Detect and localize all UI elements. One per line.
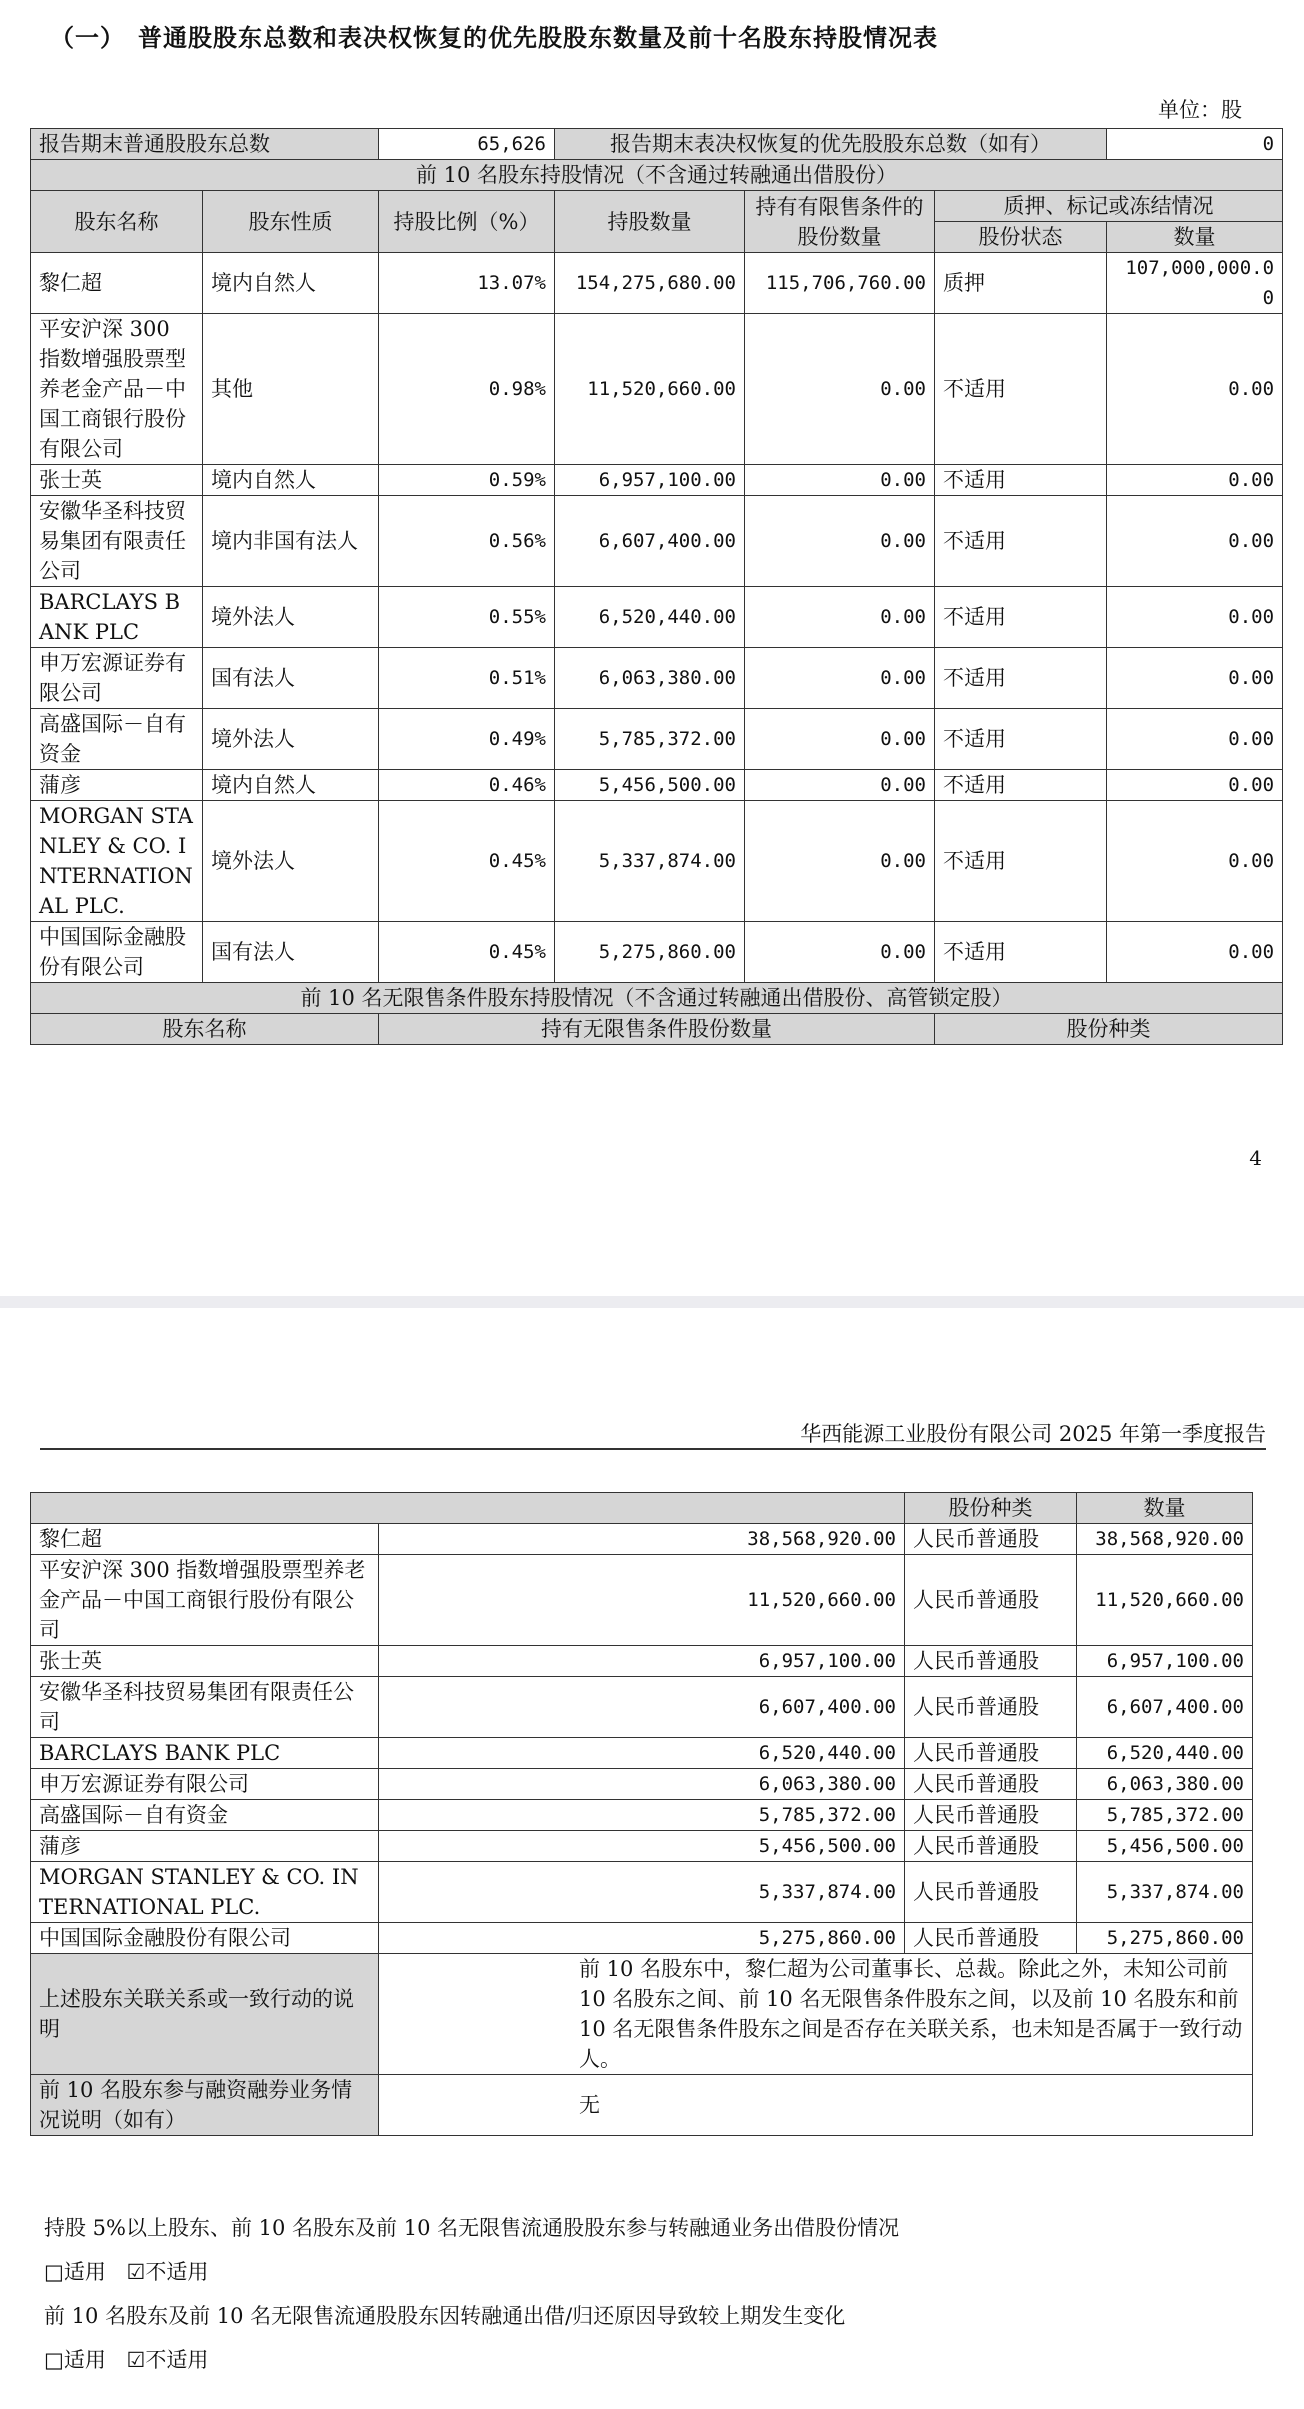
table-row (31, 465, 1283, 496)
cell-quantity: 11,520,660.00 (555, 314, 745, 465)
cell-pledge-qty: 0.00 (1107, 801, 1283, 922)
cell-nature: 境内自然人 (203, 770, 379, 801)
cell-pledge-status: 不适用 (935, 922, 1107, 983)
cell-ratio: 0.49% (379, 709, 555, 770)
cell-nature: 境内自然人 (203, 465, 379, 496)
cell-quantity: 5,785,372.00 (555, 709, 745, 770)
unrestricted-section-title: 前 10 名无限售条件股东持股情况（不含通过转融通出借股份、高管锁定股） (31, 983, 1283, 1014)
cell-restricted: 0.00 (745, 801, 935, 922)
cell-share-kind: 人民币普通股 (905, 1831, 1077, 1862)
cell-share-kind-qty: 5,337,874.00 (1077, 1862, 1253, 1923)
cell-name: 高盛国际－自有资金 (31, 1800, 379, 1831)
cell-name: MORGAN STANLEY & CO. INTERNATIONAL PLC. (31, 801, 203, 922)
unrestricted-shareholders-table (30, 1492, 1253, 2136)
cell-quantity: 6,063,380.00 (555, 648, 745, 709)
cell-share-kind: 人民币普通股 (905, 1677, 1077, 1738)
summary-row (31, 129, 1283, 160)
cell-pledge-status: 不适用 (935, 465, 1107, 496)
cell-restricted: 115,706,760.00 (745, 253, 935, 314)
cell-share-kind: 人民币普通股 (905, 1769, 1077, 1800)
table-row (31, 587, 1283, 648)
cell-ratio: 0.56% (379, 496, 555, 587)
cell-quantity: 6,063,380.00 (379, 1769, 905, 1800)
note2-options (44, 2344, 208, 2374)
cell-name: 黎仁超 (31, 253, 203, 314)
col-unres-qty: 持有无限售条件股份数量 (379, 1014, 935, 1045)
unit-label: 单位：股 (1158, 98, 1242, 122)
note-securities-lending: 持股 5%以上股东、前 10 名股东及前 10 名无限售流通股股东参与转融通业务出借股份情况 (44, 2216, 900, 2240)
cell-name: 蒲彦 (31, 770, 203, 801)
col-pledge-status: 股份状态 (935, 222, 1107, 253)
cell-share-kind: 人民币普通股 (905, 1524, 1077, 1555)
cell-pledge-status: 不适用 (935, 587, 1107, 648)
cell-pledge-qty: 0.00 (1107, 465, 1283, 496)
cell-share-kind-qty: 5,275,860.00 (1077, 1923, 1253, 1954)
note-lending-change: 前 10 名股东及前 10 名无限售流通股股东因转融通出借/归还原因导致较上期发生变化 (44, 2304, 846, 2328)
running-header: 华西能源工业股份有限公司 2025 年第一季度报告 (800, 1422, 1266, 1446)
table-row (31, 1831, 1253, 1862)
cell-nature: 境外法人 (203, 587, 379, 648)
cell-restricted: 0.00 (745, 709, 935, 770)
margin-label: 前 10 名股东参与融资融券业务情况说明（如有） (31, 2075, 379, 2136)
cell-share-kind-qty: 6,063,380.00 (1077, 1769, 1253, 1800)
cell-name: 安徽华圣科技贸易集团有限责任公司 (31, 1677, 379, 1738)
col-name: 股东名称 (31, 191, 203, 253)
cell-quantity: 6,607,400.00 (555, 496, 745, 587)
preferred-holders-label: 报告期末表决权恢复的优先股股东总数（如有） (555, 129, 1107, 160)
table-row (31, 709, 1283, 770)
cell-share-kind: 人民币普通股 (905, 1738, 1077, 1769)
cell-pledge-qty: 0.00 (1107, 648, 1283, 709)
cell-quantity: 5,456,500.00 (379, 1831, 905, 1862)
cell-pledge-status: 不适用 (935, 496, 1107, 587)
cell-quantity: 5,275,860.00 (555, 922, 745, 983)
table-row (31, 1800, 1253, 1831)
cell-share-kind: 人民币普通股 (905, 1862, 1077, 1923)
table-row (31, 1646, 1253, 1677)
cell-pledge-qty: 0.00 (1107, 587, 1283, 648)
cell-pledge-status: 不适用 (935, 648, 1107, 709)
header-rule (40, 1448, 1266, 1450)
cell-restricted: 0.00 (745, 465, 935, 496)
cell-quantity: 5,337,874.00 (379, 1862, 905, 1923)
cell-name: 蒲彦 (31, 1831, 379, 1862)
cell-nature: 国有法人 (203, 648, 379, 709)
relation-text: 前 10 名股东中，黎仁超为公司董事长、总裁。除此之外，未知公司前 10 名股东之间、前 10 名无限售条件股东之间，以及前 10 名股东和前 10 名无限售条件股东之间是否存在关联关系，也未知是否属于一致行动人。 (379, 1954, 1253, 2075)
cell-name: 张士英 (31, 1646, 379, 1677)
top10-section-title: 前 10 名股东持股情况（不含通过转融通出借股份） (31, 160, 1283, 191)
cell-ratio: 0.59% (379, 465, 555, 496)
cell-quantity: 6,957,100.00 (555, 465, 745, 496)
col-share-kind-qty: 数量 (1077, 1493, 1253, 1524)
cell-name: 中国国际金融股份有限公司 (31, 1923, 379, 1954)
cell-share-kind-qty: 6,520,440.00 (1077, 1738, 1253, 1769)
common-holders-value: 65,626 (379, 129, 555, 160)
table-row (31, 1923, 1253, 1954)
section-title: （一） 普通股股东总数和表决权恢复的优先股股东数量及前十名股东持股情况表 (50, 23, 938, 52)
cell-nature: 其他 (203, 314, 379, 465)
cell-ratio: 0.46% (379, 770, 555, 801)
cell-share-kind-qty: 6,607,400.00 (1077, 1677, 1253, 1738)
table-row (31, 648, 1283, 709)
cell-ratio: 0.51% (379, 648, 555, 709)
cell-quantity: 11,520,660.00 (379, 1555, 905, 1646)
col-share-kind: 股份种类 (905, 1493, 1077, 1524)
preferred-holders-value: 0 (1107, 129, 1283, 160)
cell-pledge-status: 不适用 (935, 770, 1107, 801)
cell-ratio: 13.07% (379, 253, 555, 314)
table-row (31, 1555, 1253, 1646)
unrestricted-header-row (31, 1014, 1283, 1045)
cell-quantity: 6,607,400.00 (379, 1677, 905, 1738)
cell-ratio: 0.98% (379, 314, 555, 465)
table-row (31, 253, 1283, 314)
cell-nature: 境外法人 (203, 801, 379, 922)
cell-quantity: 6,520,440.00 (379, 1738, 905, 1769)
cell-name: 申万宏源证券有限公司 (31, 648, 203, 709)
col-quantity: 持股数量 (555, 191, 745, 253)
cell-share-kind-qty: 38,568,920.00 (1077, 1524, 1253, 1555)
table-row (31, 1862, 1253, 1923)
cell-share-kind: 人民币普通股 (905, 1923, 1077, 1954)
common-holders-label: 报告期末普通股股东总数 (31, 129, 379, 160)
cell-pledge-qty: 0.00 (1107, 496, 1283, 587)
cell-quantity: 154,275,680.00 (555, 253, 745, 314)
col-nature: 股东性质 (203, 191, 379, 253)
page-break (0, 1296, 1304, 1308)
cell-name: 中国国际金融股份有限公司 (31, 922, 203, 983)
note1-options (44, 2256, 208, 2286)
cell-pledge-status: 不适用 (935, 801, 1107, 922)
cell-restricted: 0.00 (745, 648, 935, 709)
relation-row (31, 1954, 1253, 2075)
cell-name: 高盛国际－自有资金 (31, 709, 203, 770)
cell-name: 安徽华圣科技贸易集团有限责任公司 (31, 496, 203, 587)
cell-quantity: 38,568,920.00 (379, 1524, 905, 1555)
unrestricted-continued-header (31, 1493, 1253, 1524)
cell-share-kind: 人民币普通股 (905, 1800, 1077, 1831)
cell-nature: 国有法人 (203, 922, 379, 983)
header-row (31, 191, 1283, 222)
table-row (31, 1524, 1253, 1555)
cell-name: MORGAN STANLEY & CO. INTERNATIONAL PLC. (31, 1862, 379, 1923)
cell-restricted: 0.00 (745, 587, 935, 648)
cell-name: 张士英 (31, 465, 203, 496)
cell-restricted: 0.00 (745, 314, 935, 465)
cell-name: 黎仁超 (31, 1524, 379, 1555)
col-restricted: 持有有限售条件的股份数量 (745, 191, 935, 253)
note2-not-applicable-checkbox[interactable]: ☑不适用 (126, 2348, 209, 2372)
note1-applicable-checkbox[interactable]: □适用 (44, 2260, 106, 2284)
cell-name: 申万宏源证券有限公司 (31, 1769, 379, 1800)
cell-quantity: 5,456,500.00 (555, 770, 745, 801)
cell-name: BARCLAYS BANK PLC (31, 1738, 379, 1769)
col-unres-name: 股东名称 (31, 1014, 379, 1045)
margin-value: 无 (379, 2075, 1253, 2136)
col-pledge: 质押、标记或冻结情况 (935, 191, 1283, 222)
cell-name: 平安沪深 300 指数增强股票型养老金产品－中国工商银行股份有限公司 (31, 1555, 379, 1646)
cell-quantity: 5,785,372.00 (379, 1800, 905, 1831)
cell-pledge-status: 不适用 (935, 709, 1107, 770)
cell-pledge-qty: 0.00 (1107, 770, 1283, 801)
cell-ratio: 0.45% (379, 801, 555, 922)
cell-share-kind-qty: 5,456,500.00 (1077, 1831, 1253, 1862)
note2-applicable-checkbox[interactable]: □适用 (44, 2348, 106, 2372)
cell-restricted: 0.00 (745, 770, 935, 801)
cell-pledge-qty: 0.00 (1107, 922, 1283, 983)
cell-ratio: 0.45% (379, 922, 555, 983)
table-row (31, 922, 1283, 983)
top10-shareholders-table (30, 128, 1283, 1045)
cell-pledge-status: 质押 (935, 253, 1107, 314)
cell-share-kind: 人民币普通股 (905, 1646, 1077, 1677)
margin-row (31, 2075, 1253, 2136)
cell-name: 平安沪深 300 指数增强股票型养老金产品－中国工商银行股份有限公司 (31, 314, 203, 465)
table-row (31, 770, 1283, 801)
table-row (31, 1738, 1253, 1769)
cell-nature: 境内自然人 (203, 253, 379, 314)
cell-quantity: 6,957,100.00 (379, 1646, 905, 1677)
cell-restricted: 0.00 (745, 496, 935, 587)
cell-share-kind-qty: 5,785,372.00 (1077, 1800, 1253, 1831)
relation-label: 上述股东关联关系或一致行动的说明 (31, 1954, 379, 2075)
cell-share-kind-qty: 11,520,660.00 (1077, 1555, 1253, 1646)
table-row (31, 1677, 1253, 1738)
cell-ratio: 0.55% (379, 587, 555, 648)
cell-share-kind-qty: 6,957,100.00 (1077, 1646, 1253, 1677)
col-ratio: 持股比例（%） (379, 191, 555, 253)
table-row (31, 496, 1283, 587)
cell-restricted: 0.00 (745, 922, 935, 983)
table-row (31, 801, 1283, 922)
cell-pledge-qty: 107,000,000.00 (1107, 253, 1283, 314)
cell-quantity: 6,520,440.00 (555, 587, 745, 648)
cell-quantity: 5,275,860.00 (379, 1923, 905, 1954)
col-unres-type: 股份种类 (935, 1014, 1283, 1045)
cell-quantity: 5,337,874.00 (555, 801, 745, 922)
col-pledge-qty: 数量 (1107, 222, 1283, 253)
note1-not-applicable-checkbox[interactable]: ☑不适用 (126, 2260, 209, 2284)
table-row (31, 314, 1283, 465)
cell-pledge-qty: 0.00 (1107, 709, 1283, 770)
cell-nature: 境内非国有法人 (203, 496, 379, 587)
cell-share-kind: 人民币普通股 (905, 1555, 1077, 1646)
cell-name: BARCLAYS BANK PLC (31, 587, 203, 648)
table-row (31, 1769, 1253, 1800)
cell-nature: 境外法人 (203, 709, 379, 770)
cell-pledge-qty: 0.00 (1107, 314, 1283, 465)
page-number: 4 (1249, 1146, 1262, 1170)
cell-pledge-status: 不适用 (935, 314, 1107, 465)
